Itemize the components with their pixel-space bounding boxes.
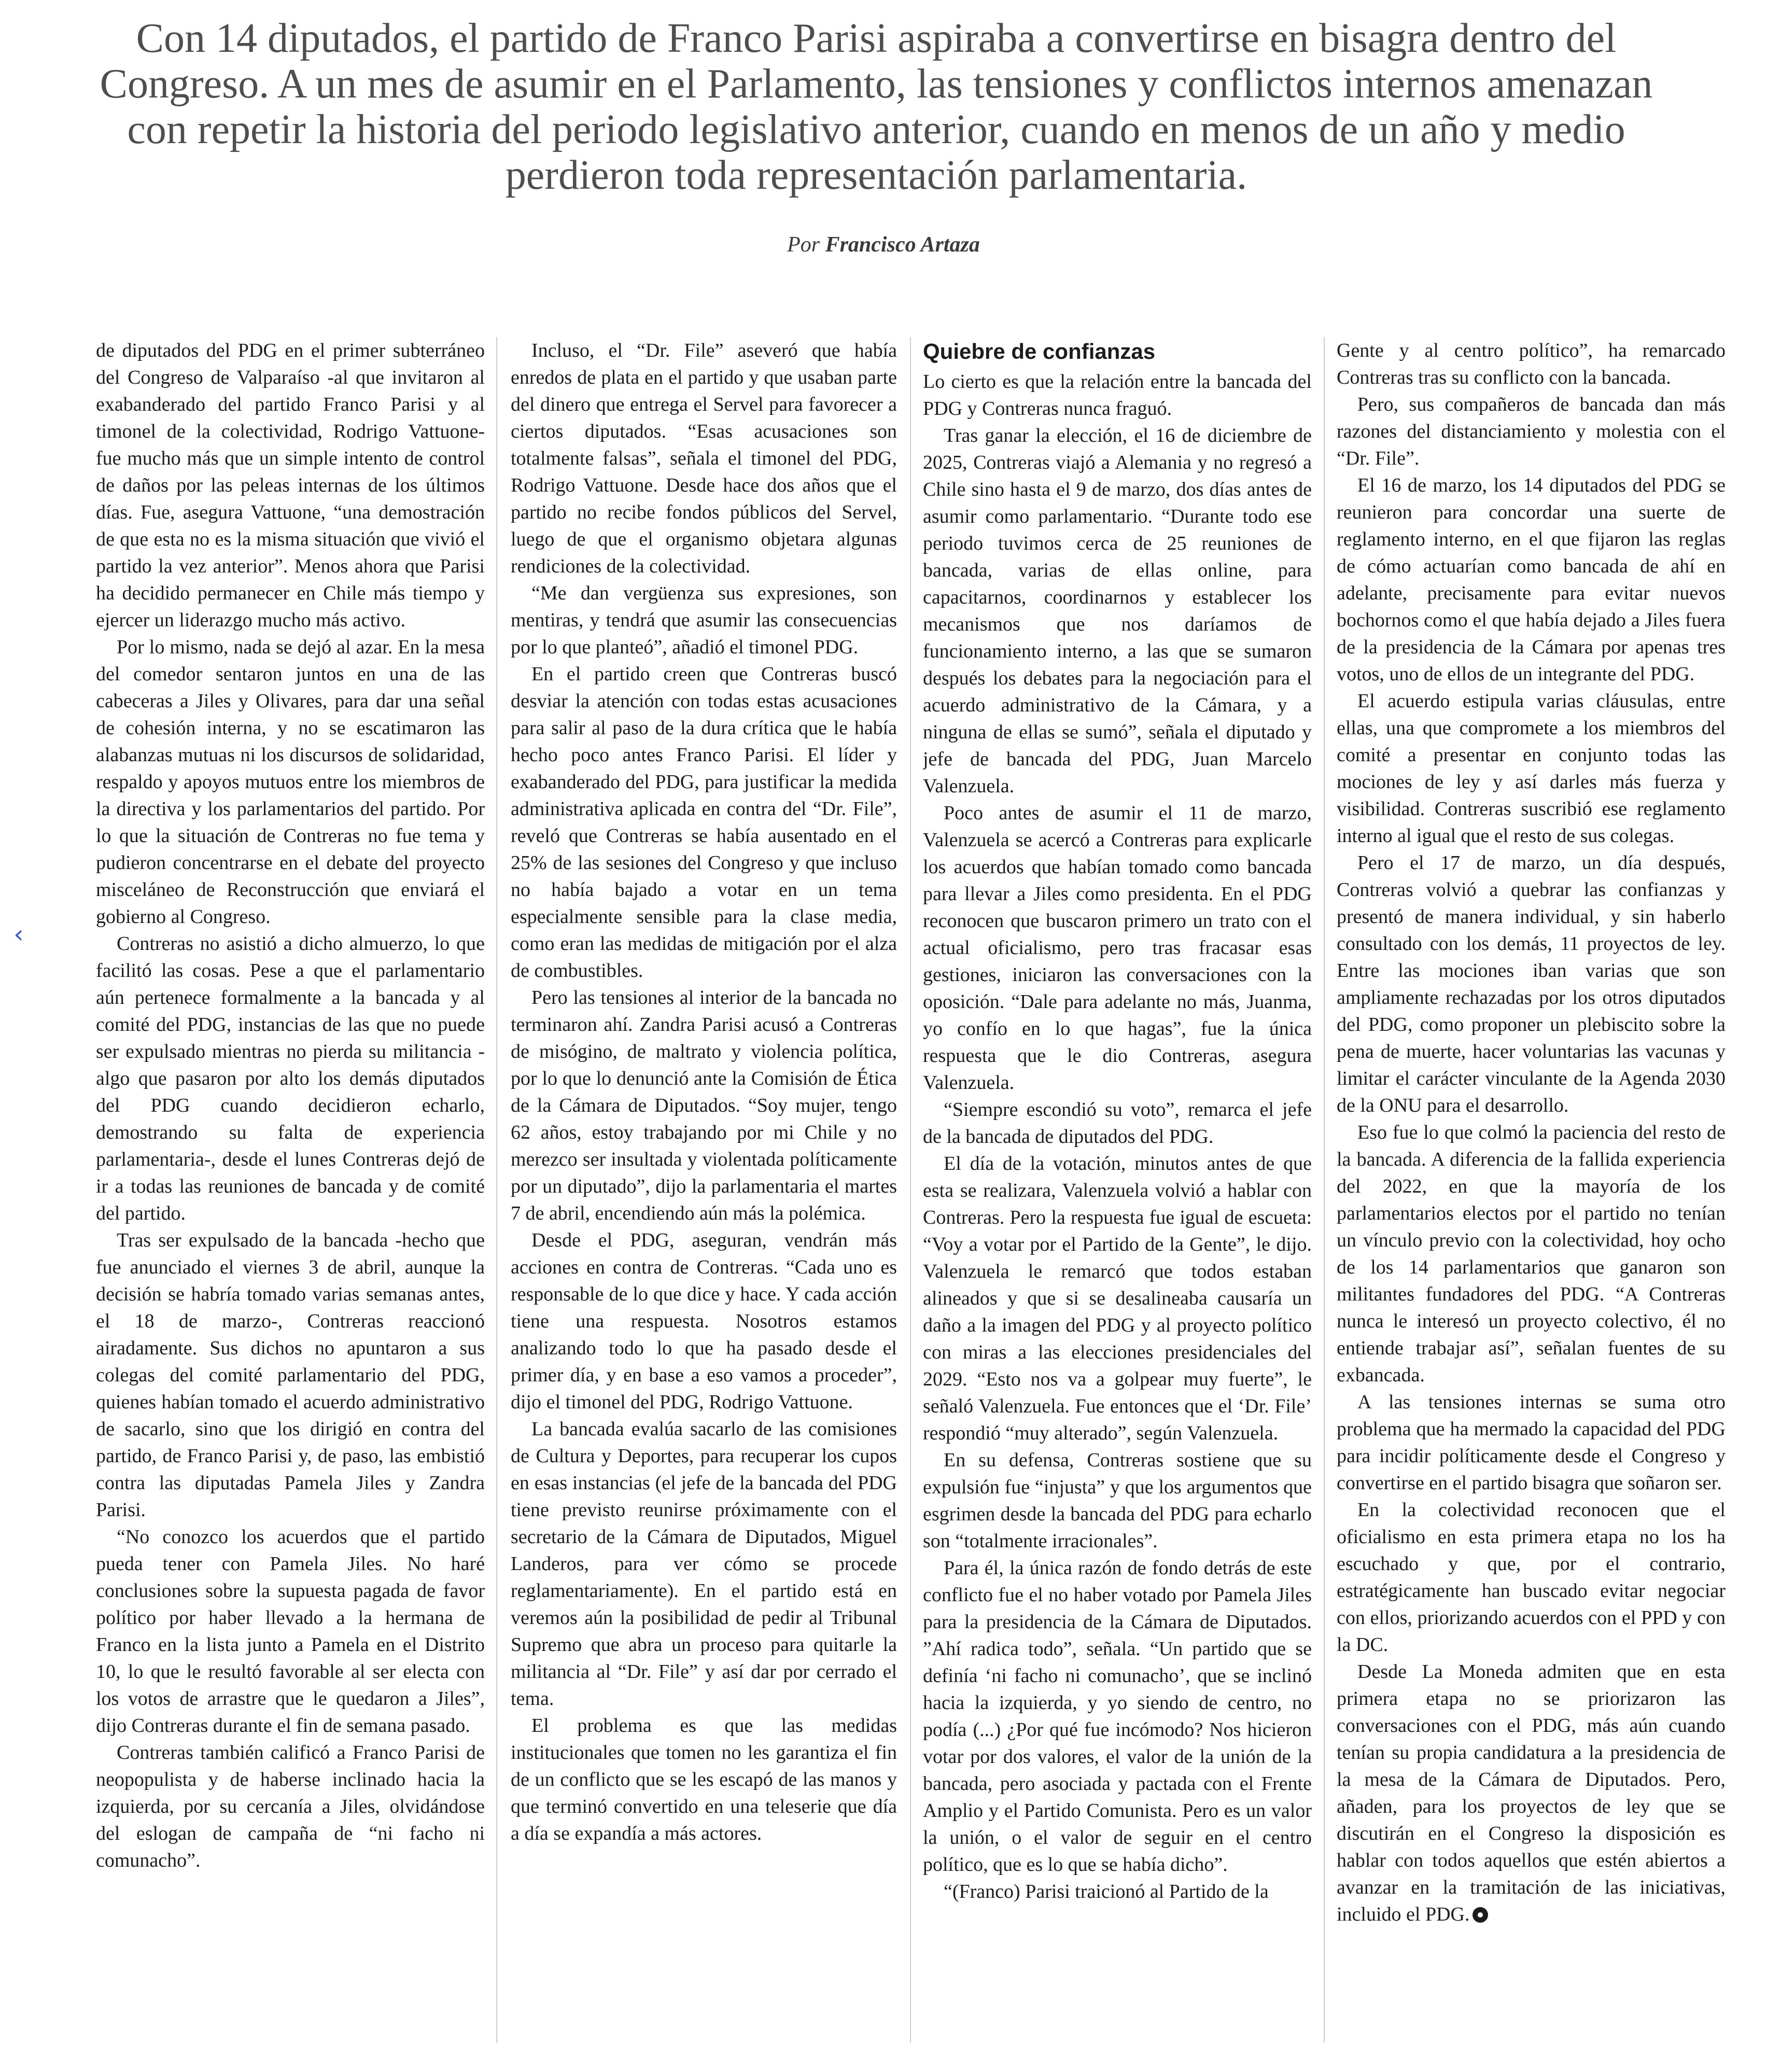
paragraph-final — [1337, 1658, 1726, 1928]
section-subheading: Quiebre de confianzas — [923, 339, 1156, 363]
paragraph: Contreras no asistió a dicho almuerzo, lo que facilitó las cosas. Pese a que el parlamentario aún pertenece formalmente a la bancada y al comité del PDG, instancias de las que no puede ser expulsado mientras no pierda su militancia -algo que pasaron por alto los demás diputados del PDG cuando decidieron echarlo, demostrando su falta de experiencia parlamentaria-, desde el lunes Contreras dejó de ir a todas las reuniones de bancada y de comité del partido. — [96, 933, 485, 1224]
paragraph: En la colectividad reconocen que el oficialismo en esta primera etapa no los ha escuchado y que, por el contrario, estratégicamente han buscado evitar negociar con ellos, priorizando acuerdos con el PPD y con la DC. — [1337, 1499, 1726, 1656]
byline-prefix: Por — [787, 233, 825, 257]
paragraph: El problema es que las medidas institucionales que tomen no les garantiza el fin de un conflicto que se les escapó de las manos y que terminó convertido en una teleserie que día a día se expandía a más actores. — [511, 1715, 897, 1844]
paragraph: Pero el 17 de marzo, un día después, Contreras volvió a quebrar las confianzas y presentó de manera individual, y sin haberlo consultado con los demás, 11 proyectos de ley. Entre las mociones iban varias que son ampliamente rechazadas por los otros diputados del PDG, como proponer un plebiscito sobre la pena de muerte, hacer voluntarias las vacunas y limitar el carácter vinculante de la Agenda 2030 de la ONU para el desarrollo. — [1337, 852, 1726, 1116]
paragraph: Poco antes de asumir el 11 de marzo, Valenzuela se acercó a Contreras para explicarle los acuerdos que habían tomado como bancada para llevar a Jiles como presidenta. En el PDG reconocen que buscaron primero un trato con el actual oficialismo, pero tras fracasar esas gestiones, iniciaron las conversaciones con la oposición. “Dale para adelante no más, Juanma, yo confío en lo que hagas”, fue la única respuesta que le dio Contreras, asegura Valenzuela. — [923, 802, 1312, 1094]
paragraph: Pero, sus compañeros de bancada dan más razones del distanciamiento y molestia con el “Dr. File”. — [1337, 394, 1726, 469]
column-divider — [910, 337, 911, 2043]
paragraph: Contreras también calificó a Franco Parisi de neopopulista y de haberse inclinado hacia la izquierda, por su cercanía a Jiles, olvidándose del eslogan de campaña de “ni facho ni comunacho”. — [96, 1742, 485, 1871]
paragraph: El 16 de marzo, los 14 diputados del PDG se reunieron para concordar una suerte de reglamento interno, en el que fijaron las reglas de cómo actuarían como bancada de ahí en adelante, precisamente para evitar nuevos bochornos como el que había dejado a Jiles fuera de la presidencia de la Cámara por apenas tres votos, uno de ellos de un integrante del PDG. — [1337, 474, 1726, 685]
paragraph: Tras ser expulsado de la bancada -hecho que fue anunciado el viernes 3 de abril, aunque la decisión se habría tomado varias semanas antes, el 18 de marzo-, Contreras reaccionó airadamente. Sus dichos no apuntaron a sus colegas del comité parlamentario del PDG, quienes habían tomado el acuerdo administrativo de sacarlo, sino que los dirigió en contra del partido, de Franco Parisi y, de paso, las embistió contra las diputadas Pamela Jiles y Zandra Parisi. — [96, 1229, 485, 1521]
article-lead: Con 14 diputados, el partido de Franco Parisi aspiraba a convertirse en bisagra dentro del Congreso. A un mes de asumir en el Parlamento, las tensiones y conflictos internos amenazan con repetir la historia del periodo legislativo anterior, cuando en menos de un año y medio perdieron toda representación parlamentaria. — [100, 16, 1653, 198]
paragraph: “Siempre escondió su voto”, remarca el jefe de la bancada de diputados del PDG. — [923, 1099, 1312, 1147]
paragraph: La bancada evalúa sacarlo de las comisiones de Cultura y Deportes, para recuperar los cupos en esas instancias (el jefe de la bancada del PDG tiene previsto reunirse próximamente con el secretario de la Cámara de Diputados, Miguel Landeros, para ver cómo se procede reglamentariamente). En el partido está en veremos aún la posibilidad de pedir al Tribunal Supremo que abra un proceso para quitarle la militancia al “Dr. File” y así dar por cerrado el tema. — [511, 1418, 897, 1710]
column-1 — [96, 337, 485, 2048]
paragraph: “Me dan vergüenza sus expresiones, son mentiras, y tendrá que asumir las consecuencias por lo que planteó”, añadió el timonel PDG. — [511, 582, 897, 658]
paragraph-final-text: Desde La Moneda admiten que en esta primera etapa no se priorizaron las conversaciones con el PDG, más aún cuando tenían su propia candidatura a la presidencia de la mesa de la Cámara de Diputados. Pero, añaden, para los proyectos de ley que se discutirán en el Congreso la disposición es hablar con todos aquellos que estén abiertos a avanzar en la tramitación de las iniciativas, incluido el PDG. — [1337, 1661, 1726, 1925]
paragraph: Tras ganar la elección, el 16 de diciembre de 2025, Contreras viajó a Alemania y no regresó a Chile sino hasta el 9 de marzo, dos días antes de asumir como parlamentario. “Durante todo ese periodo tuvimos cerca de 25 reuniones de bancada, varias de ellas online, para capacitarnos, coordinarnos y establecer los mecanismos que nos daríamos de funcionamiento interno, a las que se sumaron después los debates para la negociación para el acuerdo administrativo de la Cámara, y a ninguna de ellas se sumó”, señala el diputado y jefe de bancada del PDG, Juan Marcelo Valenzuela. — [923, 425, 1312, 797]
paragraph: Pero las tensiones al interior de la bancada no terminaron ahí. Zandra Parisi acusó a Contreras de misógino, de maltrato y violencia política, por lo que lo denunció ante la Comisión de Ética de la Cámara de Diputados. “Soy mujer, tengo 62 años, estoy trabajando por mi Chile y no merezco ser insultada y violentada políticamente por un diputado”, dijo la parlamentaria el martes 7 de abril, encendiendo aún más la polémica. — [511, 987, 897, 1224]
previous-page-arrow-icon[interactable]: ‹ — [13, 920, 24, 949]
paragraph: A las tensiones internas se suma otro problema que ha mermado la capacidad del PDG para incidir políticamente desde el Congreso y convertirse en el partido bisagra que soñaron ser. — [1337, 1391, 1726, 1494]
byline — [0, 232, 1767, 257]
column-divider — [496, 337, 497, 2043]
column-3 — [923, 337, 1312, 2048]
paragraph: El acuerdo estipula varias cláusulas, entre ellas, una que compromete a los miembros del comité a presentar en conjunto todas las mociones de ley y así darles más fuerza y visibilidad. Contreras suscribió ese reglamento interno al igual que el resto de sus colegas. — [1337, 690, 1726, 847]
paragraph: “No conozco los acuerdos que el partido pueda tener con Pamela Jiles. No haré conclusiones sobre la supuesta pagada de favor político por haber llevado a la hermana de Franco en la lista junto a Pamela en el Distrito 10, lo que le resultó favorable al ser electa con los votos de arrastre que le quedaron a Jiles”, dijo Contreras durante el fin de semana pasado. — [96, 1526, 485, 1737]
paragraph: Desde el PDG, aseguran, vendrán más acciones en contra de Contreras. “Cada uno es responsable de lo que dice y hace. Y cada acción tiene una respuesta. Nosotros estamos analizando todo lo que ha pasado desde el primer día, y en base a eso vamos a proceder”, dijo el timonel del PDG, Rodrigo Vattuone. — [511, 1229, 897, 1413]
paragraph: “(Franco) Parisi traicionó al Partido de la — [944, 1881, 1269, 1902]
paragraph: En el partido creen que Contreras buscó desviar la atención con todas estas acusaciones para salir al paso de la dura crítica que le había hecho poco antes Franco Parisi. El líder y exabanderado del PDG, para justificar la medida administrativa aplicada en contra del “Dr. File”, reveló que Contreras se había ausentado en el 25% de las sesiones del Congreso y que incluso no había bajado a votar en un tema especialmente sensible para la clase media, como eran las medidas de mitigación por el alza de combustibles. — [511, 663, 897, 982]
paragraph: Lo cierto es que la relación entre la bancada del PDG y Contreras nunca fraguó. — [923, 371, 1312, 419]
paragraph: El día de la votación, minutos antes de que esta se realizara, Valenzuela volvió a hablar con Contreras. Pero la respuesta fue igual de escueta: “Voy a votar por el Partido de la Gente”, le dijo. Valenzuela le remarcó que todos estaban alineados y que si se desalineaba causaría un daño a la imagen del PDG y al proyecto político con miras a las elecciones presidenciales del 2029. “Esto nos va a golpear muy fuerte”, le señaló Valenzuela. Fue entonces que el ‘Dr. File’ respondió “muy alterado”, según Valenzuela. — [923, 1153, 1312, 1444]
paragraph: Por lo mismo, nada se dejó al azar. En la mesa del comedor sentaron juntos en una de las cabeceras a Jiles y Olivares, para dar una señal de cohesión interna, y no se escatimaron las alabanzas mutuas ni los discursos de solidaridad, respaldo y apoyos mutuos entre los miembros de la directiva y los parlamentarios del partido. Por lo que la situación de Contreras no fue tema y pudieron concentrarse en el debate del proyecto misceláneo de Reconstrucción que enviará el gobierno al Congreso. — [96, 636, 485, 928]
paragraph: Eso fue lo que colmó la paciencia del resto de la bancada. A diferencia de la fallida experiencia del 2022, en que la mayoría de los parlamentarios electos por el partido no tenían un vínculo previo con la colectividad, hoy ocho de los 14 parlamentarios que ganaron son militantes fundadores del PDG. “A Contreras nunca le interesó un proyecto colectivo, él no entiende trabajar así”, señalan fuentes de su exbancada. — [1337, 1122, 1726, 1386]
paragraph: En su defensa, Contreras sostiene que su expulsión fue “injusta” y que los argumentos que esgrimen desde la bancada del PDG para echarlo son “totalmente irracionales”. — [923, 1449, 1312, 1552]
column-divider — [1324, 337, 1325, 2043]
paragraph: Para él, la única razón de fondo detrás de este conflicto fue el no haber votado por Pamela Jiles para la presidencia de la Cámara de Diputados. ”Ahí radica todo”, señala. “Un partido que se definía ‘ni facho ni comunacho’, que se inclinó hacia la izquierda, y yo siendo de centro, no podía (...) ¿Por qué fue incómodo? Nos hicieron votar por dos valores, el valor de la unión de la bancada, pero asociada y pactada con el Frente Amplio y el Partido Comunista. Pero es un valor la unión, o el valor de seguir en el centro político, que es lo que se había dicho”. — [923, 1557, 1312, 1875]
paragraph: Gente y al centro político”, ha remarcado Contreras tras su conflicto con la bancada. — [1337, 340, 1726, 388]
column-4 — [1337, 337, 1726, 2048]
end-of-article-icon — [1472, 1907, 1488, 1923]
column-2 — [511, 337, 897, 2048]
paragraph: de diputados del PDG en el primer subterráneo del Congreso de Valparaíso -al que invitaron al exabanderado del partido Franco Parisi y al timonel de la colectividad, Rodrigo Vattuone- fue mucho más que un simple intento de control de daños por las peleas internas de los últimos días. Fue, asegura Vattuone, “una demostración de que esta no es la misma situación que vivió el partido la vez anterior”. Menos ahora que Parisi ha decidido permanecer en Chile más tiempo y ejercer un liderazgo mucho más activo. — [96, 340, 485, 631]
paragraph: Incluso, el “Dr. File” aseveró que había enredos de plata en el partido y que usaban parte del dinero que entrega el Servel para favorecer a ciertos diputados. “Esas acusaciones son totalmente falsas”, señala el timonel del PDG, Rodrigo Vattuone. Desde hace dos años que el partido no recibe fondos públicos del Servel, luego de que el organismo objetara algunas rendiciones de la colectividad. — [511, 340, 897, 577]
author-name: Francisco Artaza — [825, 233, 980, 257]
